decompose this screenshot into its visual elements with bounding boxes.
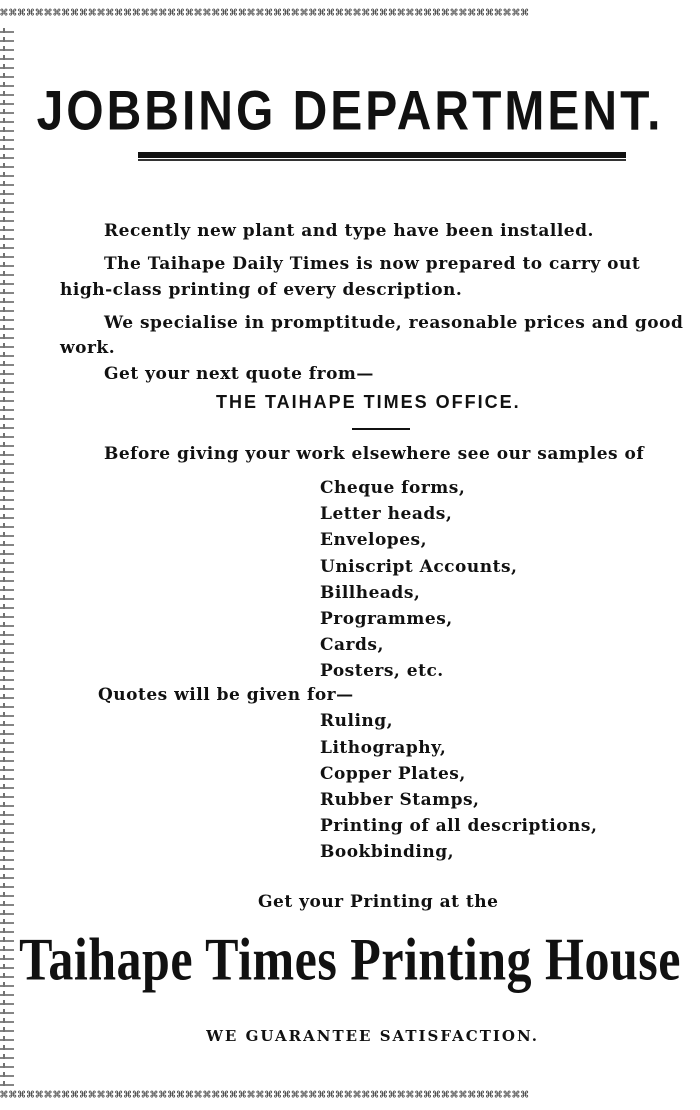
list-item: Lithography, xyxy=(320,738,447,758)
list-item: Letter heads, xyxy=(320,504,453,524)
list-item: Cards, xyxy=(320,635,384,655)
office-name: THE TAIHAPE TIMES OFFICE. xyxy=(216,392,521,412)
list-item: Cheque forms, xyxy=(320,478,466,498)
paragraph-plant: Recently new plant and type have been installed. xyxy=(104,221,594,241)
quotes-intro: Quotes will be given for— xyxy=(98,685,354,705)
heading-rule xyxy=(138,152,626,158)
list-item: Rubber Stamps, xyxy=(320,790,480,810)
paragraph-prepared-line2: high-class printing of every description. xyxy=(60,280,463,300)
top-ornamental-border: ⌘⌘⌘⌘⌘⌘⌘⌘⌘⌘⌘⌘⌘⌘⌘⌘⌘⌘⌘⌘⌘⌘⌘⌘⌘⌘⌘⌘⌘⌘⌘⌘⌘⌘⌘⌘⌘⌘⌘⌘⌘⌘⌘⌘⌘⌘⌘⌘⌘⌘⌘⌘⌘⌘⌘⌘⌘⌘⌘⌘ xyxy=(0,6,530,21)
list-item: Printing of all descriptions, xyxy=(320,816,598,836)
printing-house-name: Taihape Times Printing House xyxy=(19,925,681,993)
paragraph-specialise-line2: work. xyxy=(60,338,116,358)
bottom-ornamental-border: ⌘⌘⌘⌘⌘⌘⌘⌘⌘⌘⌘⌘⌘⌘⌘⌘⌘⌘⌘⌘⌘⌘⌘⌘⌘⌘⌘⌘⌘⌘⌘⌘⌘⌘⌘⌘⌘⌘⌘⌘⌘⌘⌘⌘⌘⌘⌘⌘⌘⌘⌘⌘⌘⌘⌘⌘⌘⌘⌘⌘ xyxy=(0,1088,530,1103)
list-item: Uniscript Accounts, xyxy=(320,557,518,577)
office-rule xyxy=(352,428,410,430)
list-item: Posters, etc. xyxy=(320,661,444,681)
guarantee-line: WE GUARANTEE SATISFACTION. xyxy=(206,1027,539,1045)
list-item: Bookbinding, xyxy=(320,842,455,862)
list-item: Programmes, xyxy=(320,609,453,629)
page-title: JOBBING DEPARTMENT. xyxy=(36,81,664,142)
get-printing-line: Get your Printing at the xyxy=(258,892,499,912)
paragraph-quote-from: Get your next quote from— xyxy=(104,364,374,384)
paragraph-prepared-line1: The Taihape Daily Times is now prepared to carry out xyxy=(104,254,641,274)
paragraph-samples-intro: Before giving your work elsewhere see our samples of xyxy=(104,444,645,464)
list-item: Envelopes, xyxy=(320,530,427,550)
list-item: Copper Plates, xyxy=(320,764,466,784)
paragraph-specialise-line1: We specialise in promptitude, reasonable prices and good xyxy=(104,313,684,333)
list-item: Billheads, xyxy=(320,583,421,603)
list-item: Ruling, xyxy=(320,711,394,731)
